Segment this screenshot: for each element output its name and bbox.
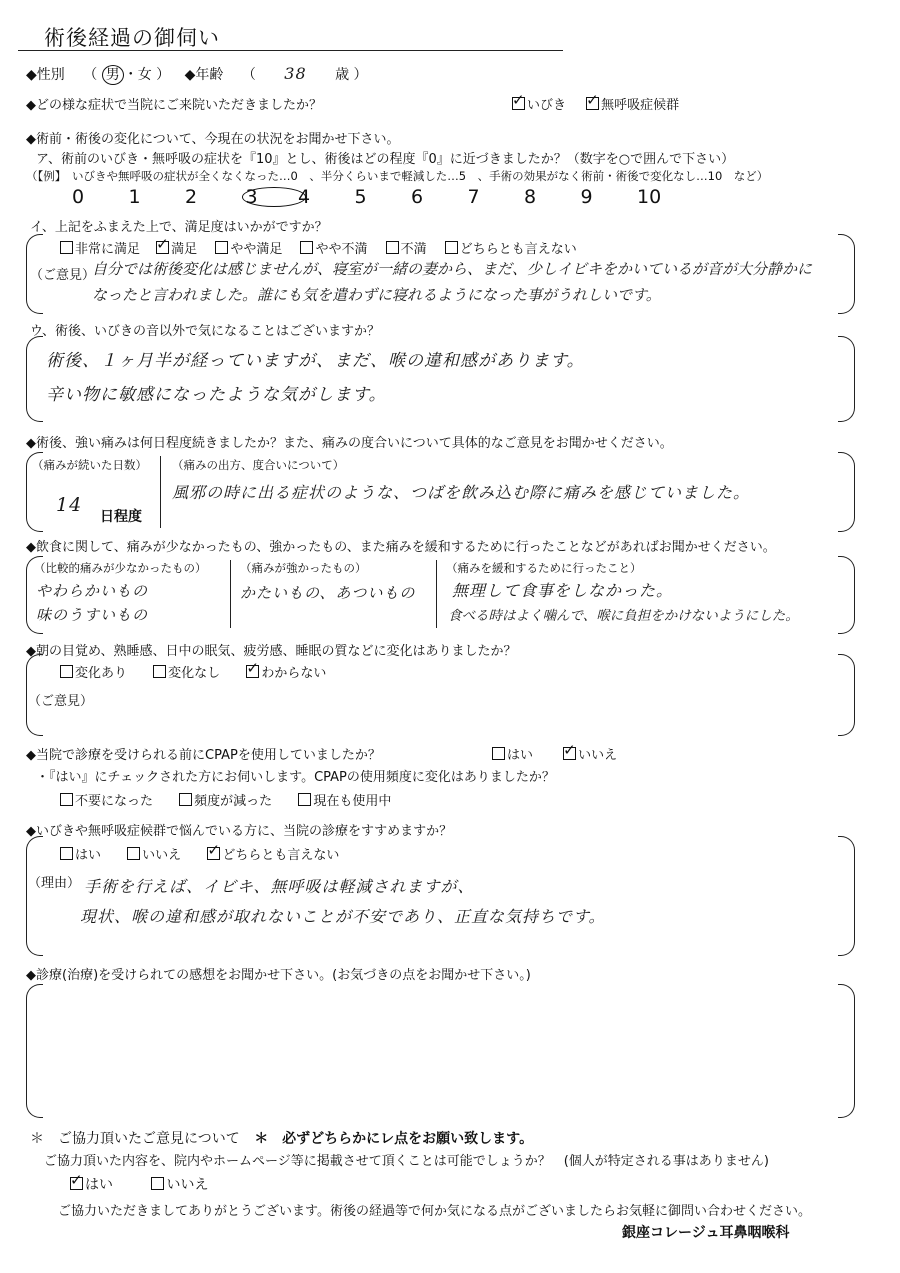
recommend-reason-line1[interactable]: 手術を行えば、イビキ、無呼吸は軽減されますが、	[84, 877, 475, 896]
satisfaction-opt-4-label: 不満	[400, 242, 427, 257]
recommend-bracket-left	[26, 836, 43, 956]
pain-question: ◆術後、強い痛みは何日程度続きましたか？また、痛みの度合いについて具体的なご意見をお聞かせください。	[26, 436, 673, 451]
symptom-snoring-checkbox[interactable]	[512, 97, 525, 110]
sex-age-row: ◆性別 （ 男 ・女 ） ◆年齢 （ 38 歳 ）	[26, 64, 368, 83]
scale-8[interactable]: 8	[524, 186, 537, 208]
recommend-question: ◆いびきや無呼吸症候群で悩んでいる方に、当院の診療をすすめますか？	[26, 824, 453, 839]
scale-10[interactable]: 10	[637, 186, 662, 208]
food-strong-label: （痛みが強かったもの）	[240, 561, 367, 575]
permission-yes-checkbox[interactable]	[70, 1177, 83, 1190]
pain-bracket-right	[838, 452, 855, 532]
satisfaction-opinion-line1[interactable]: 自分では術後変化は感じませんが、寝室が一緒の妻から、まだ、少しイビキをかいているが音が大分静かに	[92, 260, 813, 278]
permission-yes-label: はい	[85, 1177, 113, 1193]
pain-divider	[160, 456, 161, 528]
sex-separator: ・	[123, 67, 138, 83]
food-divider-1	[230, 560, 231, 628]
cpap-yes-label: はい	[507, 748, 534, 763]
cpap-sub-opt-1[interactable]	[179, 793, 192, 806]
satisfaction-opinion-line2[interactable]: なったと言われました。誰にも気を遣わずに寝れるようになった事がうれしいです。	[92, 286, 661, 304]
satisfaction-question: イ、上記をふまえた上で、満足度はいかがですか？	[30, 220, 328, 235]
other-bracket-left	[26, 336, 43, 422]
pain-degree-label: （痛みの出方、度合いについて）	[172, 458, 345, 472]
cpap-no-label: いいえ	[578, 748, 618, 763]
food-relief-label: （痛みを緩和するために行ったこと）	[446, 561, 642, 575]
scale-7[interactable]: 7	[467, 186, 480, 208]
symptom-snoring-label: いびき	[527, 98, 567, 113]
impression-question: ◆診療(治療)を受けられての感想をお聞かせ下さい。(お気づきの点をお聞かせ下さい。)	[26, 968, 531, 983]
impression-bracket-right	[838, 984, 855, 1118]
satisfaction-opt-0-label: 非常に満足	[75, 242, 141, 257]
cpap-question: ◆当院で診療を受けられる前にCPAPを使用していましたか？	[26, 748, 381, 763]
recommend-opt-2-label: どちらとも言えない	[222, 848, 340, 863]
change-scale	[72, 186, 694, 208]
symptom-question: ◆どの様な症状で当院にご来院いただきましたか？	[26, 98, 322, 113]
recommend-bracket-right	[838, 836, 855, 956]
scale-5[interactable]: 5	[354, 186, 367, 208]
scale-2[interactable]: 2	[185, 186, 198, 208]
footer-note-bold: ＊ 必ずどちらかにレ点をお願い致します。	[254, 1131, 534, 1147]
impression-bracket-left[interactable]	[26, 984, 43, 1118]
cpap-options	[492, 744, 617, 763]
food-divider-2	[436, 560, 437, 628]
morning-bracket-right	[838, 654, 855, 736]
change-question: ア、術前のいびき・無呼吸の症状を『10』とし、術後はどの程度『0』に近づきましたか？（数字を○で囲んで下さい）	[36, 152, 735, 167]
change-heading: ◆術前・術後の変化について、今現在の状況をお聞かせ下さい。	[26, 132, 400, 147]
sex-male-option[interactable]: 男	[102, 65, 124, 85]
cpap-sub-opt-2[interactable]	[298, 793, 311, 806]
recommend-options	[60, 844, 339, 863]
scale-6[interactable]: 6	[411, 186, 424, 208]
age-unit: 歳	[335, 67, 350, 83]
food-less-line1[interactable]: やわらかいもの	[36, 582, 149, 600]
food-question: ◆飲食に関して、痛みが少なかったもの、強かったもの、また痛みを緩和するために行ったことなどがあればお聞かせください。	[26, 540, 776, 555]
other-question: ウ、術後、いびきの音以外で気になることはございますか？	[30, 324, 380, 339]
cpap-sub-opt-0-label: 不要になった	[75, 794, 154, 809]
cpap-sub-opt-0[interactable]	[60, 793, 73, 806]
scale-3[interactable]	[242, 186, 299, 208]
cpap-no-checkbox[interactable]	[563, 747, 576, 760]
satisfaction-opt-0[interactable]	[60, 241, 73, 254]
morning-opt-0-label: 変化あり	[75, 666, 128, 681]
pain-degree-text[interactable]: 風邪の時に出る症状のような、つばを飲み込む際に痛みを感じていました。	[172, 483, 751, 502]
scale-selected: 3	[242, 187, 307, 207]
age-value[interactable]: 38	[284, 64, 307, 83]
satisfaction-opt-5[interactable]	[445, 241, 458, 254]
symptom-options	[512, 94, 679, 113]
morning-opt-0[interactable]	[60, 665, 73, 678]
satisfaction-opt-1-label: 満足	[171, 242, 198, 257]
cpap-sub-question: ・『はい』にチェックされた方にお伺いします。CPAPの使用頻度に変化はありましたか？	[36, 770, 555, 785]
cpap-sub-options	[60, 790, 391, 809]
food-strong-text[interactable]: かたいもの、あついもの	[240, 584, 416, 602]
satisfaction-opt-5-label: どちらとも言えない	[459, 242, 577, 257]
cpap-yes-checkbox[interactable]	[492, 747, 505, 760]
satisfaction-opt-2[interactable]	[215, 241, 228, 254]
symptom-apnea-label: 無呼吸症候群	[601, 98, 680, 113]
footer-permission-options	[70, 1174, 208, 1194]
food-bracket-right	[838, 556, 855, 634]
morning-options	[60, 662, 326, 681]
footer-permission: ご協力頂いた内容を、院内やホームページ等に掲載させて頂くことは可能でしょうか？ (個人が特定される事はありません)	[44, 1154, 769, 1169]
satisfaction-bracket-right	[838, 234, 855, 314]
morning-opt-2[interactable]	[246, 665, 259, 678]
satisfaction-opt-4[interactable]	[386, 241, 399, 254]
satisfaction-opt-2-label: やや満足	[230, 242, 283, 257]
cpap-sub-opt-1-label: 頻度が減った	[194, 794, 273, 809]
satisfaction-opt-3-label: やや不満	[315, 242, 368, 257]
satisfaction-opt-3[interactable]	[300, 241, 313, 254]
other-bracket-right	[838, 336, 855, 422]
satisfaction-opt-1[interactable]	[156, 241, 169, 254]
symptom-apnea-checkbox[interactable]	[586, 97, 599, 110]
sex-female-option[interactable]: 女	[137, 67, 152, 83]
food-relief-line2[interactable]: 食べる時はよく噛んで、喉に負担をかけないようにした。	[448, 608, 799, 624]
morning-opt-2-label: わからない	[261, 666, 327, 681]
age-label: ◆年齢	[184, 67, 224, 83]
food-relief-line1[interactable]: 無理して食事をしなかった。	[452, 581, 674, 600]
cpap-sub-opt-2-label: 現在も使用中	[313, 794, 392, 809]
morning-opt-1-label: 変化なし	[168, 666, 221, 681]
title-underline	[18, 50, 563, 51]
scale-1[interactable]: 1	[128, 186, 141, 208]
footer-note-star: ＊ ご協力頂いたご意見について	[30, 1131, 240, 1147]
recommend-opt-1[interactable]	[127, 847, 140, 860]
footer-note-row	[30, 1128, 533, 1148]
pain-days-label: （痛みが続いた日数）	[32, 458, 147, 472]
food-less-label: （比較的痛みが少なかったもの）	[34, 561, 207, 575]
page-title: 術後経過の御伺い	[44, 26, 220, 50]
recommend-opt-0-label: はい	[75, 848, 102, 863]
scale-4[interactable]: 4	[298, 186, 311, 208]
other-line1[interactable]: 術後、１ヶ月半が経っていますが、まだ、喉の違和感があります。	[46, 351, 585, 371]
recommend-reason-label: （理由）	[28, 876, 81, 891]
satisfaction-opinion-label: （ご意見）	[30, 268, 96, 283]
sex-label: ◆性別	[26, 67, 65, 83]
scale-9[interactable]: 9	[580, 186, 593, 208]
other-line2[interactable]: 辛い物に敏感になったような気がします。	[46, 385, 387, 405]
pain-days-value[interactable]: 14	[56, 494, 83, 516]
morning-opt-1[interactable]	[153, 665, 166, 678]
permission-no-label: いいえ	[166, 1177, 209, 1193]
change-example: （【例】 いびきや無呼吸の症状が全くなくなった…0 、半分くらいまで軽減した…5 、手術の効果がなく術前・術後で変化なし…10 など）	[26, 169, 769, 183]
clinic-name: 銀座コレージュ耳鼻咽喉科	[622, 1225, 790, 1241]
recommend-opt-0[interactable]	[60, 847, 73, 860]
permission-no-checkbox[interactable]	[151, 1177, 164, 1190]
footer-thanks: ご協力いただきましてありがとうございます。術後の経過等で何か気になる点がございましたらお気軽に御問い合わせください。	[58, 1204, 811, 1219]
scale-0[interactable]: 0	[72, 186, 85, 208]
morning-opinion-label: （ご意見）	[28, 694, 94, 709]
food-less-line2[interactable]: 味のうすいもの	[36, 606, 149, 624]
satisfaction-options	[60, 238, 577, 257]
recommend-opt-1-label: いいえ	[142, 848, 182, 863]
pain-days-unit: 日程度	[100, 509, 142, 525]
morning-question: ◆朝の目覚め、熟睡感、日中の眠気、疲労感、睡眠の質などに変化はありましたか？	[26, 644, 517, 659]
recommend-reason-line2[interactable]: 現状、喉の違和感が取れないことが不安であり、正直な気持ちです。	[80, 907, 606, 926]
recommend-opt-2[interactable]	[207, 847, 220, 860]
